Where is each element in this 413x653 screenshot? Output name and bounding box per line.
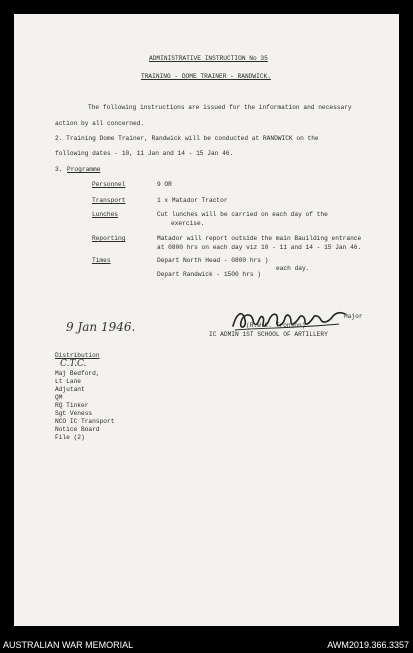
distribution-item: RQ Tinker (55, 402, 89, 409)
row-label-times: Times (92, 257, 111, 264)
row-label-transport: Transport (92, 197, 126, 204)
distribution-item: Maj Bedford, (55, 370, 100, 377)
row-value-personnel: 9 OR (157, 181, 172, 188)
row-value-lunches: Cut lunches will be carried on each day of the (157, 211, 328, 218)
signature-title: IC ADMIN 1ST SCHOOL OF ARTILLERY (209, 331, 328, 338)
paragraph-3-heading: Programme (67, 166, 101, 173)
row-value-reporting-line-2: at 0800 hrs on each day viz 10 - 11 and 14 - 15 Jan 46. (157, 244, 362, 251)
row-value-times-depart-randwick: Depart Randwick - 1500 hrs ) (157, 271, 261, 278)
document-page (14, 14, 399, 626)
row-label-lunches: Lunches (92, 211, 118, 218)
distribution-item: Lt Lane (55, 378, 81, 385)
footer-accession-number: AWM2019.366.3357 (327, 640, 409, 650)
footer-institution: AUSTRALIAN WAR MEMORIAL (3, 640, 134, 650)
paragraph-3-number: 3. (55, 166, 63, 173)
document-title: ADMINISTRATIVE INSTRUCTION No 35 (149, 55, 268, 62)
row-value-times-depart-north-head: Depart North Head - 0800 hrs ) (157, 257, 269, 264)
distribution-item: File (2) (55, 434, 85, 441)
signature-rank: Major (344, 313, 363, 320)
paragraph-2-line-2: following dates - 10, 11 Jan and 14 - 15 Jan 46. (55, 150, 234, 157)
footer-bar (0, 636, 413, 653)
row-label-reporting: Reporting (92, 235, 126, 242)
row-value-lunches-line-2: exercise. (171, 220, 205, 227)
times-bracket-note: each day. (276, 265, 310, 272)
document-subtitle: TRAINING - DOME TRAINER - RANDWICK. (141, 73, 271, 80)
distribution-item: Adjutant (55, 386, 85, 393)
handwritten-date: 9 Jan 1946. (66, 320, 136, 334)
distribution-handwritten-entry: C.T.C. (60, 359, 87, 369)
distribution-item: NCO IC Transport (55, 418, 115, 425)
distribution-item: QM (55, 394, 63, 401)
distribution-heading: Distribution (55, 352, 100, 359)
distribution-item: Notice Board (55, 426, 100, 433)
paragraph-2-line-1: 2. Training Dome Trainer, Randwick will be conducted at RANDWICK on the (55, 135, 319, 142)
signature-name: (R.W.C. Tronson) (246, 322, 306, 329)
distribution-item: Sgt Veness (55, 410, 93, 417)
intro-line-1: The following instructions are issued for the information and necessary (88, 104, 352, 111)
row-value-reporting: Matador will report outside the main Bauilding entrance (157, 235, 362, 242)
row-value-transport: 1 x Matador Tractor (157, 197, 228, 204)
intro-line-2: action by all concerned. (55, 120, 145, 127)
row-label-personnel: Personnel (92, 181, 126, 188)
